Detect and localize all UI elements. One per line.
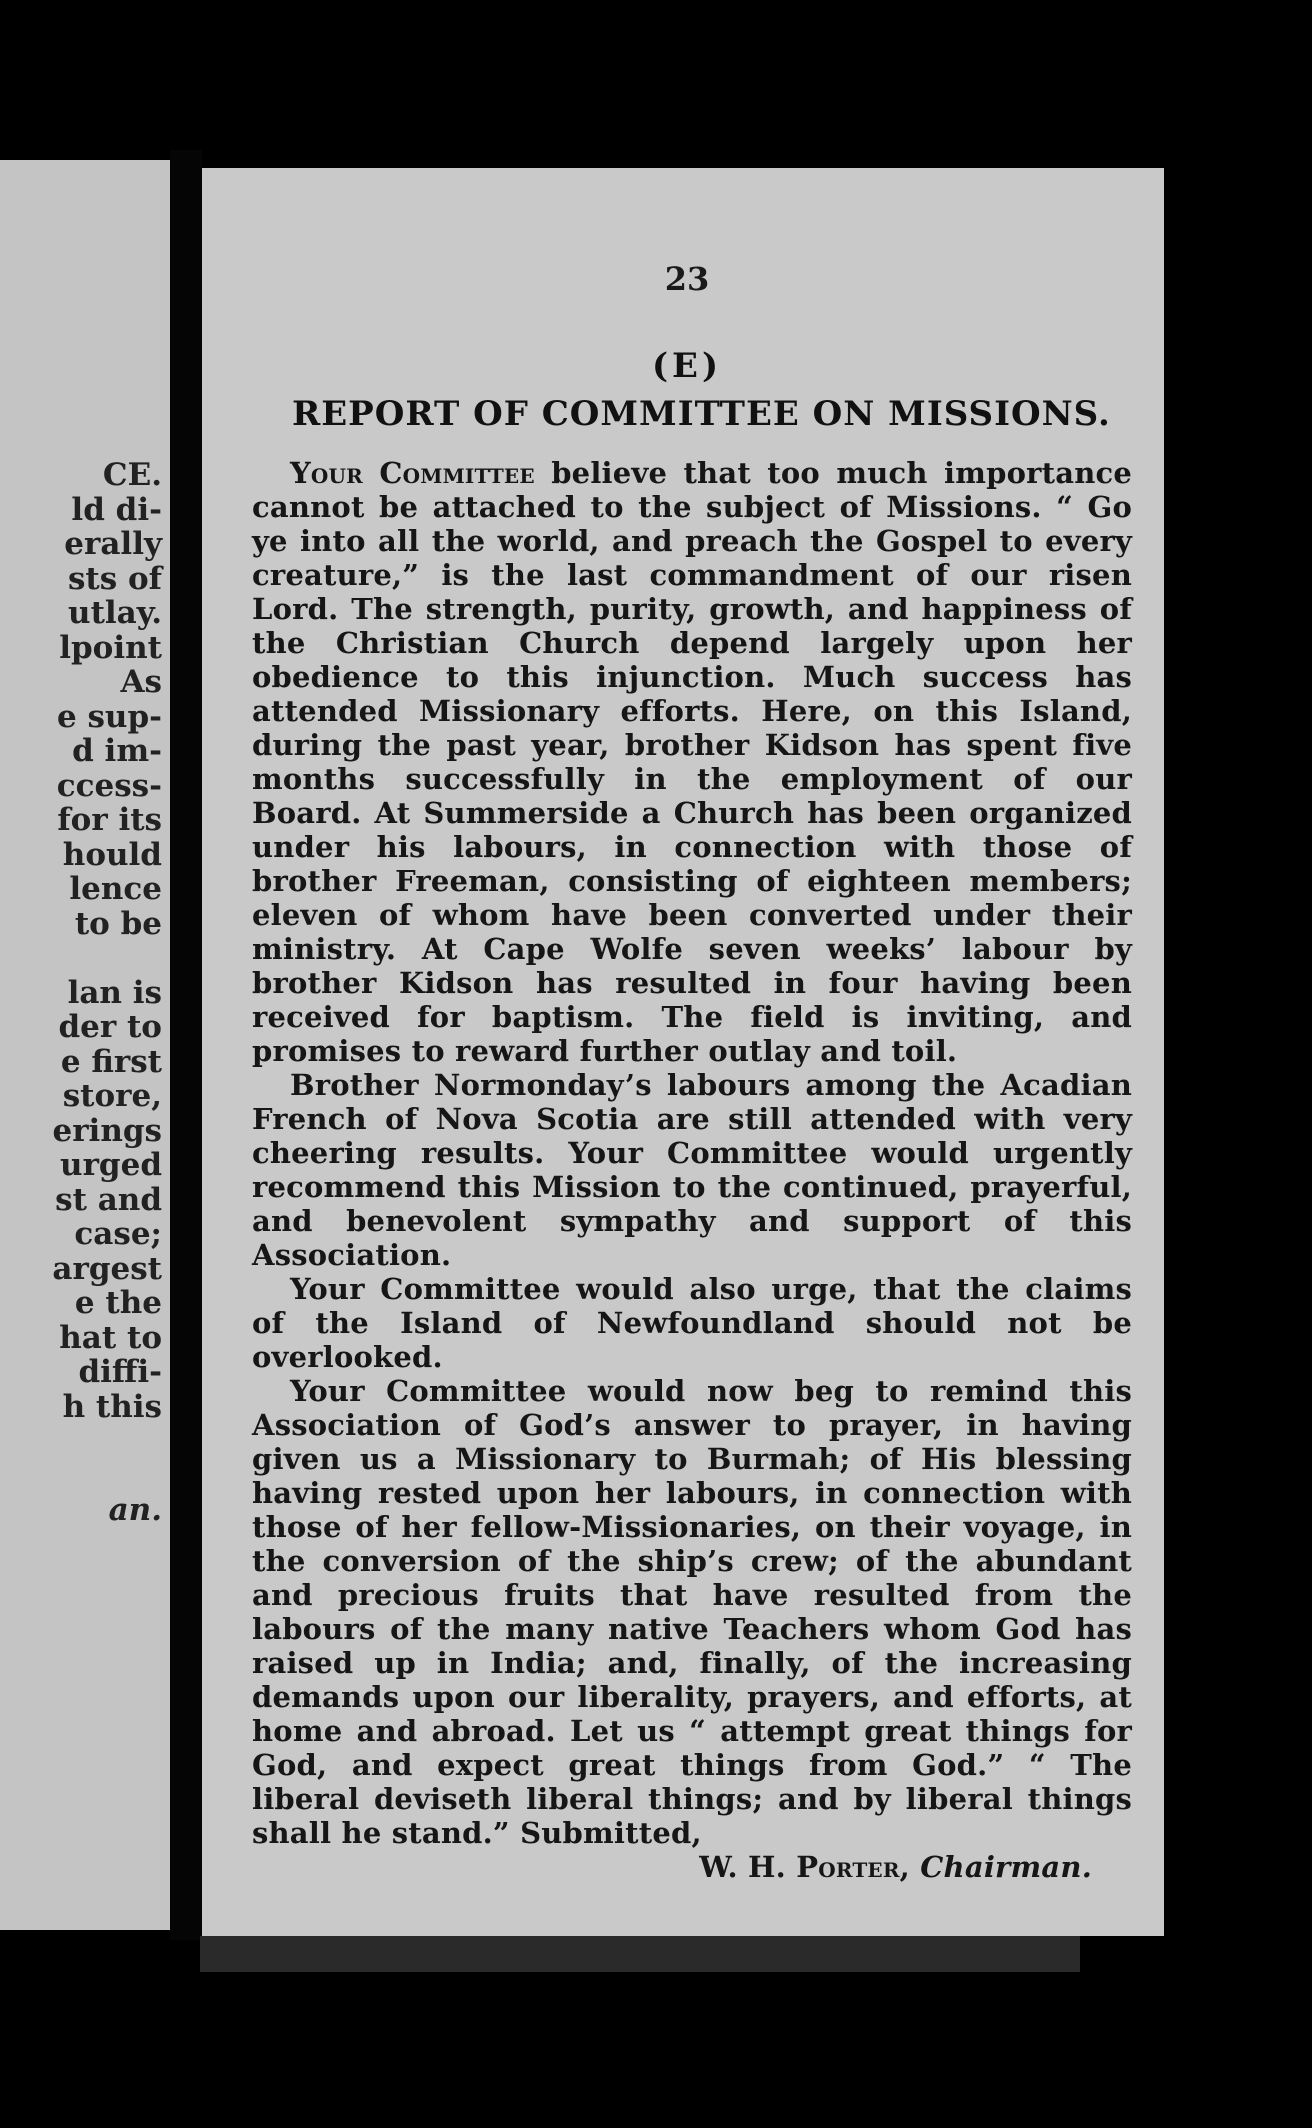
facing-page-line: st and <box>55 1181 162 1218</box>
facing-page-line: ccess- <box>56 767 162 804</box>
paragraph-text: Brother Normonday’s labours among the Acadian French of Nova Scotia are still attended with very cheering results. Your Committee would urgently recommend this Mission to the continued, prayerful, and benevolent sympathy and support of this Association. <box>252 1068 1132 1272</box>
paragraph-3 <box>252 1272 1132 1374</box>
facing-page-line: der to <box>58 1009 162 1045</box>
facing-page-line: to be <box>74 905 162 942</box>
paragraph-2 <box>252 1068 1132 1272</box>
facing-page-line: argest <box>52 1250 162 1287</box>
report-body <box>252 456 1132 1884</box>
page-number: 23 <box>664 260 710 298</box>
paragraph-text: believe that too much importance cannot be attached to the subject of Missions. “ Go ye into all the world, and preach the Gospel to every creature,” is the last commandment of our risen Lord. The strength, purity, growth, and happiness of the Christian Church depend largely upon her obedience to this injunction. Much success has attended Missionary efforts. Here, on this Island, during the past year, brother Kidson has spent five months successfully in the employment of our Board. At Summerside a Church has been organized under his labours, in connection with those of brother Freeman, consisting of eighteen members; eleven of whom have been converted under their ministry. At Cape Wolfe seven weeks’ labour by brother Kidson has resulted in four having been received for baptism. The field is inviting, and promises to reward further outlay and toil. <box>252 456 1132 1068</box>
facing-page-line: diffi- <box>78 1354 162 1390</box>
facing-page-line: urged <box>60 1147 162 1183</box>
facing-page-line: As <box>120 664 162 700</box>
signature-name: Porter, <box>796 1850 910 1884</box>
facing-page-line: lpoint <box>59 629 162 666</box>
facing-page-line: e first <box>60 1043 162 1080</box>
signature-initials: W. H. <box>699 1850 797 1884</box>
facing-page-fragment <box>0 160 170 1930</box>
document-page <box>202 168 1164 1936</box>
signature-role: Chairman. <box>920 1850 1092 1884</box>
facing-page-line: ld di- <box>71 491 162 528</box>
facing-page-line: hat to <box>59 1319 162 1356</box>
section-label: (E) <box>651 346 723 386</box>
facing-page-line: store, <box>62 1078 162 1114</box>
paragraph-4 <box>252 1374 1132 1850</box>
paragraph-text: Your Committee would now beg to remind this Association of God’s answer to prayer, in having given us a Missionary to Burmah; of His blessing having rested upon her labours, in connection with those of her fellow-Missionaries, on their voyage, in the conversion of the ship’s crew; of the abundant and precious fruits that have resulted from the labours of the many native Teachers whom God has raised up in India; and, finally, of the increasing demands upon our liberality, prayers, and efforts, at home and abroad. Let us “ attempt great things for God, and expect great things from God.” “ The liberal deviseth liberal things; and by liberal things shall he stand.” <box>252 1374 1132 1850</box>
facing-page-line: e sup- <box>56 698 162 735</box>
signature-line <box>252 1850 1132 1884</box>
facing-page-line: e the <box>74 1285 162 1321</box>
facing-page-line: sts of <box>67 560 162 597</box>
facing-page-line: CE. <box>102 457 162 493</box>
page-edge-shadow <box>200 1936 1080 1972</box>
facing-page-line: hould <box>62 836 162 873</box>
paragraph-text: Your Committee would also urge, that the claims of the Island of Newfoundland should not be overlooked. <box>252 1272 1132 1374</box>
facing-page-line: erally <box>64 526 162 562</box>
submitted-text: Submitted, <box>520 1816 702 1850</box>
facing-page-line: lan is <box>67 974 162 1011</box>
paragraph-lead: Your Committee <box>290 456 535 490</box>
facing-page-line: d im- <box>72 733 162 769</box>
facing-page-line: h this <box>62 1388 162 1425</box>
facing-page-line: for its <box>57 802 162 838</box>
paragraph-1 <box>252 456 1132 1068</box>
page-gutter <box>170 150 202 1940</box>
facing-page-line: utlay. <box>68 595 162 631</box>
report-title: REPORT OF COMMITTEE ON MISSIONS. <box>292 394 1111 434</box>
facing-page-line: an. <box>108 1492 162 1528</box>
facing-page-line: erings <box>52 1112 162 1149</box>
facing-page-line: case; <box>74 1216 162 1252</box>
facing-page-line: lence <box>69 871 162 907</box>
